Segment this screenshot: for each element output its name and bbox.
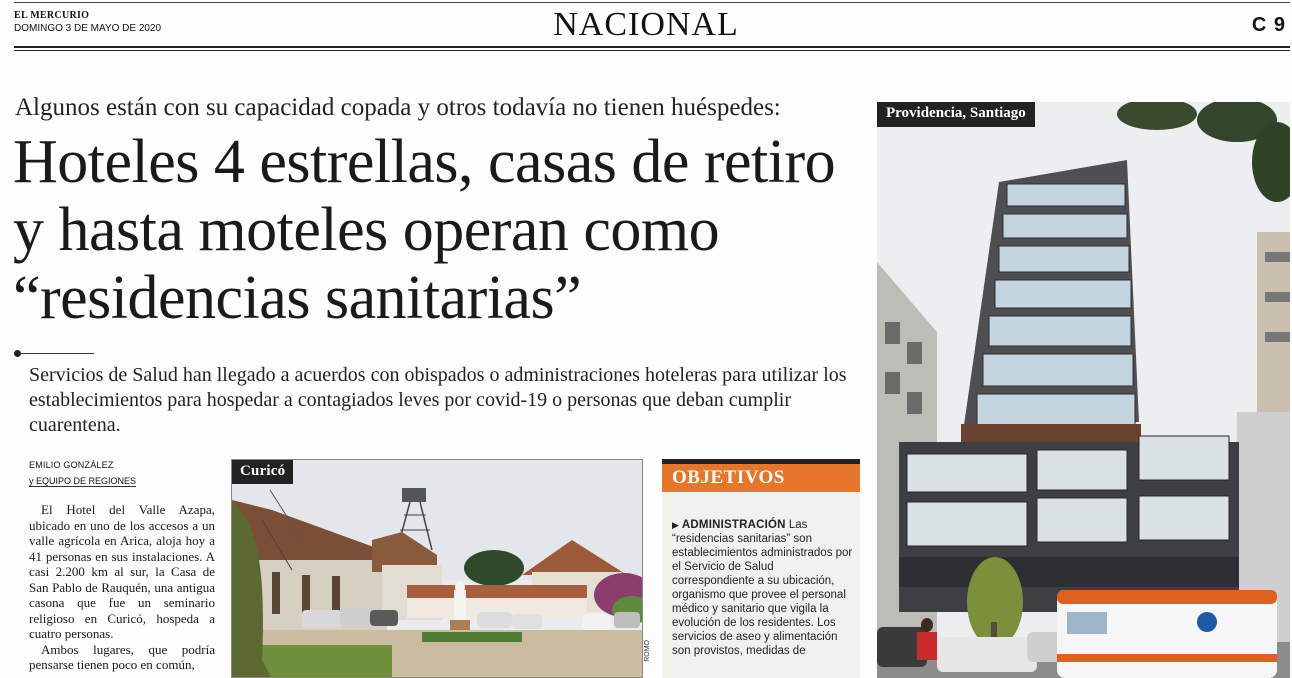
edition-date: DOMINGO 3 DE MAYO DE 2020 — [14, 23, 162, 34]
providencia-building-illustration — [877, 102, 1290, 678]
photo-credit: ROMO — [644, 640, 651, 662]
article-kicker: Algunos están con su capacidad copada y otros todavía no tienen huéspedes: — [15, 94, 781, 121]
objetivos-text: Las “residencias sanitarias” son establecimientos administrados por el Servicio de Salud correspondiente a su ubicación, organismo que provee el personal médico y sanitario que vigila la evolución de los residentes. Los servicios de aseo y alimentación son provistos, medidas de — [672, 519, 853, 657]
deck-rule — [18, 353, 94, 354]
photo-providencia — [877, 102, 1290, 678]
masthead-rule-thin — [14, 50, 1290, 51]
byline-author: EMILIO GONZÁLEZ — [29, 460, 114, 470]
masthead-top-rule — [14, 2, 1290, 3]
curico-house-illustration — [232, 460, 643, 678]
photo-location-label: Curicó — [232, 460, 293, 484]
photo-curico — [231, 459, 643, 678]
article-paragraph: Ambos lugares, que podría pensarse tienen poco en común, — [29, 641, 215, 672]
newspaper-name: EL MERCURIO — [14, 10, 90, 21]
photo-location-label: Providencia, Santiago — [877, 102, 1035, 127]
article-paragraph: El Hotel del Valle Azapa, ubicado en uno de los accesos a un valle agrícola en Arica, aloja hoy a 41 personas en sus instalaciones. A casi 2.200 km al sur, la Casa de San Pablo de Rauquén, una antigua casona que fue un seminario religioso en Curicó, hospeda a cuatro personas. — [29, 502, 215, 641]
objetivos-title: OBJETIVOS — [672, 467, 785, 488]
article-deck: Servicios de Salud han llegado a acuerdos con obispados o administraciones hoteleras para utilizar los establecimientos para hospedar a contagiados leves por covid-19 o personas que deban cumplir cuarentena. — [29, 364, 847, 436]
objetivos-lead: ADMINISTRACIÓN — [681, 519, 786, 531]
article-headline: Hoteles 4 estrellas, casas de retiro y hasta moteles operan como “residencias sanitarias” — [13, 128, 836, 332]
masthead-rule — [14, 46, 1290, 48]
article-body — [29, 502, 215, 678]
triangle-bullet-icon: ▶ — [672, 520, 679, 530]
byline-team: y EQUIPO DE REGIONES — [29, 476, 137, 486]
page-number: C 9 — [1251, 14, 1286, 36]
section-title: NACIONAL — [553, 6, 739, 43]
objetivos-body — [672, 518, 854, 658]
